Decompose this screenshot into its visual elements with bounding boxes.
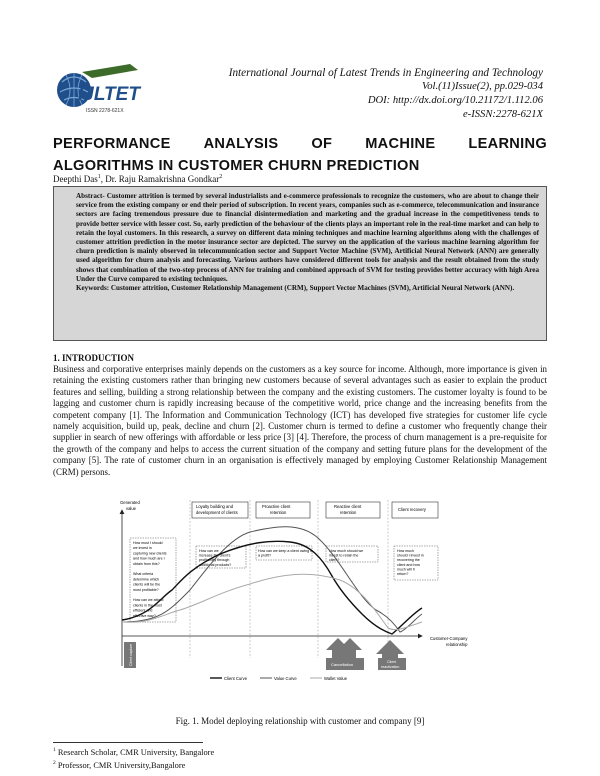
journal-doi[interactable]: DOI: http://dx.doi.org/10.21172/1.112.06 xyxy=(367,95,543,106)
title-word: OF xyxy=(311,136,333,152)
client-capture-label: Client capture xyxy=(129,643,133,666)
x-axis-label: relationship xyxy=(446,642,468,647)
figure-question-line: clients will be the xyxy=(133,582,161,587)
figure-question-line: should I invest in xyxy=(397,553,424,558)
figure-question-line: increase the client's xyxy=(199,553,231,558)
phase-title: retention xyxy=(270,510,287,515)
cap-icon xyxy=(82,64,138,78)
legend-item: Client Curve xyxy=(224,676,248,681)
y-axis-label: value xyxy=(126,506,137,511)
footnotes xyxy=(53,745,214,771)
cancellation-label: Cancellation xyxy=(331,662,354,667)
phase-title: Proactive client xyxy=(262,504,291,509)
author-1-affiliation: 1 xyxy=(97,174,101,180)
figure-caption: Fig. 1. Model deploying relationship with customer and company [9] xyxy=(175,716,425,726)
figure-question-line: client? xyxy=(329,558,340,563)
section-heading: 1. INTRODUCTION xyxy=(53,353,135,363)
figure-question-line: clients in the most xyxy=(133,603,162,608)
figure-question-line: How can we xyxy=(199,549,219,553)
title-word: MACHINE xyxy=(365,136,436,152)
logo-text: IJLTET xyxy=(78,84,140,105)
figure-question-line: obtain from this? xyxy=(133,561,160,566)
figure-question-line: much will it xyxy=(397,567,415,572)
figure-question-line: client and how xyxy=(397,562,420,567)
figure-question-line: we invest in xyxy=(133,546,152,551)
footnote-divider xyxy=(53,742,203,743)
journal-name: International Journal of Latest Trends in Engineering and Technology xyxy=(228,67,543,79)
author-list xyxy=(53,174,222,184)
figure-question-line: effective way? xyxy=(133,613,156,618)
figure-question-line: What criteria xyxy=(133,572,154,577)
figure-question-line: How much xyxy=(397,549,414,553)
legend-item: Wallet Value xyxy=(324,676,348,681)
title-line-2: ALGORITHMS IN CUSTOMER CHURN PREDICTION xyxy=(53,158,420,174)
abstract-text: Abstract- Customer attrition is termed by several industrialists and e-commerce professionals to recognize the customers, who are about to change their service from the existing company or end their period of subscription. In recent years, companies such as e-commerce, telecommunication and insurance sectors are facing tremendous pressure due to financial disintermediation and marketing and the gradual increase in the competitiveness tends to provide better service with lesser cost. So, early prediction of the behaviour of the clients plays an important role in the real-time market and can help to retain the loyal customers. In this research, a survey on different data mining techniques and machine learning algorithms along with the challenges of customer attrition prediction in the motor insurance sector are depicted. The survey on the application of the various machine learning algorithm for churn prediction is mainly observed in telecommunication sector and Support Vector Machine (SVM), Artificial Neural Network (ANN) are generally used algorithm for churn analysis and forecasting. Various authors have considered different tools for analysis and the result obtained from the study shows that combination of the two-step process of ANN for training and combined approach of SVM for testing provides better accuracy with high Area Under the Curve compared to existing techniques. xyxy=(76,192,539,283)
footnote-text: Professor, CMR University,Bangalore xyxy=(57,760,186,770)
figure-question-line: efficient and xyxy=(133,608,153,613)
figure-question-line: return? xyxy=(397,572,409,576)
journal-volume: Vol.(11)Issue(2), pp.029-034 xyxy=(421,81,543,92)
figure-question-line: most profitable? xyxy=(133,587,159,592)
author-1: Deepthi Das xyxy=(53,174,98,184)
figure-customer-lifecycle xyxy=(100,498,530,705)
footnote-2 xyxy=(53,758,214,771)
footnote-1 xyxy=(53,745,214,758)
figure-question-line: a profit? xyxy=(258,553,271,558)
figure-question-line: How must I should xyxy=(133,541,163,545)
reactivation-label: Client xyxy=(387,660,397,664)
figure-question-line: How can we attract xyxy=(133,598,164,603)
figure-question-line: and how much are I xyxy=(133,556,165,561)
legend-item: Value Curve xyxy=(274,676,297,681)
section-body: Business and corporative enterprises mainly depends on the customers as a key source for income. Although, more importance is given in retaining the existing customers rather than bringing new customers because of several advantages such as easier to explain the product features and selling, building a strong relationship between the company and the existing customers. The customer loyalty is found to be lagging and customer churn is rapidly increasing because of the competitive world, price change and the increasing benefits from the competent company [1]. The Information and Communication Technology (ICT) has developed five strategies for customer life cycle namely acquisition, build up, peak, decline and churn [2]. Customer churn is termed to define a customer who frequently change their supplier in search of new offerings with affordable or less price [3] [4]. Therefore, the process of churn management is a pre-requisite for the growth of the company and helps to access the current situation of the company and setting future plans for the development of the company [5]. The rate of customer churn in an organisation is effectively managed by employing Customer Relationship Management (CRM) persons. xyxy=(53,364,547,477)
journal-issn: e-ISSN:2278-621X xyxy=(462,109,543,120)
abstract-box xyxy=(53,186,547,341)
footnote-marker: 2 xyxy=(53,759,56,766)
logo-tagline: ISSN 2278-621X xyxy=(86,108,124,114)
footnote-marker: 1 xyxy=(53,747,56,753)
phase-title: Reactive client xyxy=(334,504,362,509)
title-word: PERFORMANCE xyxy=(53,136,171,152)
author-2: Dr. Raju Ramakrishna Gondkar xyxy=(105,174,220,184)
title-word: LEARNING xyxy=(468,136,547,152)
title-line-1 xyxy=(53,133,547,155)
figure-question-line: capturing new clients xyxy=(133,551,167,556)
phase-title: development of clients xyxy=(196,510,238,515)
figure-question-line: additional products? xyxy=(199,562,232,567)
author-separator: , xyxy=(100,174,106,184)
figure-question-line: How can we keep a client owing in xyxy=(258,549,313,553)
title-word: ANALYSIS xyxy=(203,136,279,152)
x-axis-label: Customer-Company xyxy=(430,636,468,641)
figure-question-line: determine which xyxy=(133,577,160,582)
figure-question-line: recovering the xyxy=(397,558,420,563)
phase-title: retention xyxy=(340,510,357,515)
paper-title xyxy=(53,133,547,177)
phase-title: Client recovery xyxy=(398,507,426,512)
figure-question-line: How much should we xyxy=(329,549,364,553)
y-axis-label: Generated xyxy=(120,500,140,505)
author-2-affiliation: 2 xyxy=(219,174,223,180)
keywords: Keywords: Customer attrition, Customer Relationship Management (CRM), Support Vector Machines (SVM), Artificial Neural Network (ANN). xyxy=(76,284,515,293)
figure-question-line: invest to retain the xyxy=(329,553,359,558)
phase-title: Loyalty building and xyxy=(196,504,234,509)
footnote-text: Research Scholar, CMR University, Bangalore xyxy=(57,747,215,757)
reactivation-label: reactivation xyxy=(381,665,400,669)
journal-header xyxy=(229,66,543,122)
journal-logo xyxy=(52,60,147,120)
figure-question-line: profitability through xyxy=(199,558,230,563)
